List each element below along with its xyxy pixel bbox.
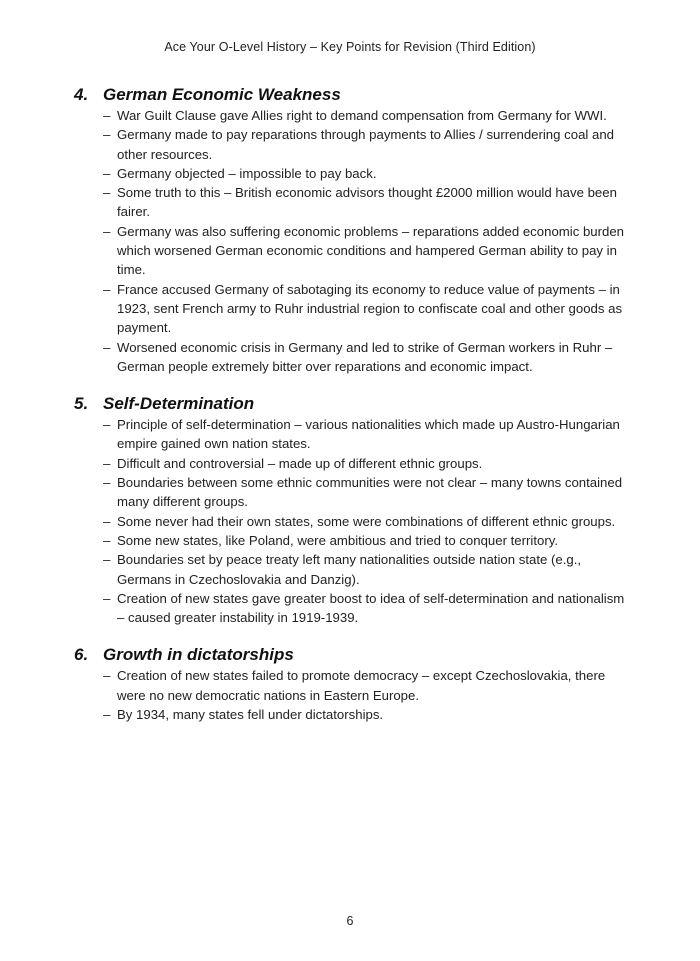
page-content: [74, 84, 634, 741]
list-item: [103, 512, 634, 531]
dash-bullet: –: [103, 165, 111, 181]
section-number: 4.: [74, 85, 89, 104]
list-item-text: Boundaries between some ethnic communities were not clear – many towns contained many different groups.: [117, 475, 623, 510]
section-german-economic-weakness: [74, 84, 634, 376]
list-item-text: Germany was also suffering economic problems – reparations added economic burden which worsened German economic conditions and hampered German ability to pay in time.: [117, 223, 625, 278]
list-item: [103, 164, 634, 183]
dash-bullet: –: [103, 185, 111, 201]
list-item: [103, 531, 634, 550]
dash-bullet: –: [103, 417, 111, 433]
bullet-list: [74, 415, 634, 627]
section-number: 5.: [74, 394, 89, 414]
bullet-list: [74, 106, 634, 376]
list-item: [103, 705, 634, 724]
list-item-text: Germany objected – impossible to pay back.: [117, 165, 377, 181]
list-item: [103, 473, 634, 512]
list-item-text: Creation of new states failed to promote democracy – except Czechoslovakia, there were no new democratic nations in Eastern Europe.: [117, 668, 606, 703]
section-title: Growth in dictatorships: [103, 645, 294, 665]
dash-bullet: –: [103, 590, 111, 606]
list-item: [103, 454, 634, 473]
list-item: [103, 666, 634, 705]
list-item-text: Principle of self-determination – various nationalities which made up Austro-Hungarian empire gained own nation states.: [117, 417, 620, 452]
section-heading: [74, 393, 634, 414]
list-item: [103, 183, 634, 222]
list-item: [103, 550, 634, 589]
list-item-text: Germany made to pay reparations through payments to Allies / surrendering coal and other resources.: [117, 127, 615, 162]
dash-bullet: –: [103, 513, 111, 529]
section-title: Self-Determination: [103, 394, 255, 414]
list-item-text: Worsened economic crisis in Germany and led to strike of German workers in Ruhr – German people extremely bitter over reparations and economic impact.: [117, 339, 613, 374]
list-item-text: Some truth to this – British economic advisors thought £2000 million would have been fairer.: [117, 185, 617, 220]
list-item-text: Difficult and controversial – made up of different ethnic groups.: [117, 455, 483, 471]
list-item: [103, 415, 634, 454]
list-item-text: By 1934, many states fell under dictatorships.: [117, 707, 384, 723]
section-title: German Economic Weakness: [103, 85, 341, 104]
bullet-list: [74, 666, 634, 724]
dash-bullet: –: [103, 455, 111, 471]
list-item-text: Some new states, like Poland, were ambitious and tried to conquer territory.: [117, 532, 559, 548]
list-item: [103, 338, 634, 377]
dash-bullet: –: [103, 532, 111, 548]
dash-bullet: –: [103, 475, 111, 491]
section-number: 6.: [74, 645, 89, 665]
list-item: [103, 280, 634, 338]
list-item-text: War Guilt Clause gave Allies right to demand compensation from Germany for WWI.: [117, 108, 607, 123]
dash-bullet: –: [103, 127, 111, 143]
dash-bullet: –: [103, 223, 111, 239]
list-item-text: France accused Germany of sabotaging its economy to reduce value of payments – in 1923, sent French army to Ruhr industrial region to confiscate coal and other goods as payment.: [117, 281, 623, 336]
page-number: 6: [346, 914, 354, 928]
list-item-text: Boundaries set by peace treaty left many nationalities outside nation state (e.g., Germans in Czechoslovakia and Danzig).: [117, 552, 582, 587]
list-item: [103, 222, 634, 280]
dash-bullet: –: [103, 668, 111, 684]
dash-bullet: –: [103, 339, 111, 355]
dash-bullet: –: [103, 281, 111, 297]
section-heading: [74, 644, 634, 665]
list-item-text: Some never had their own states, some were combinations of different ethnic groups.: [117, 513, 616, 529]
section-growth-in-dictatorships: [74, 644, 634, 724]
running-header: Ace Your O-Level History – Key Points for Revision (Third Edition): [164, 40, 536, 54]
list-item-text: Creation of new states gave greater boost to idea of self-determination and nationalism – caused greater instability in 1919-1939.: [117, 590, 625, 626]
section-heading: [74, 84, 634, 105]
section-self-determination: [74, 393, 634, 627]
dash-bullet: –: [103, 707, 111, 723]
list-item: [103, 106, 634, 125]
list-item: [103, 589, 634, 628]
list-item: [103, 125, 634, 164]
dash-bullet: –: [103, 108, 111, 123]
dash-bullet: –: [103, 552, 111, 568]
